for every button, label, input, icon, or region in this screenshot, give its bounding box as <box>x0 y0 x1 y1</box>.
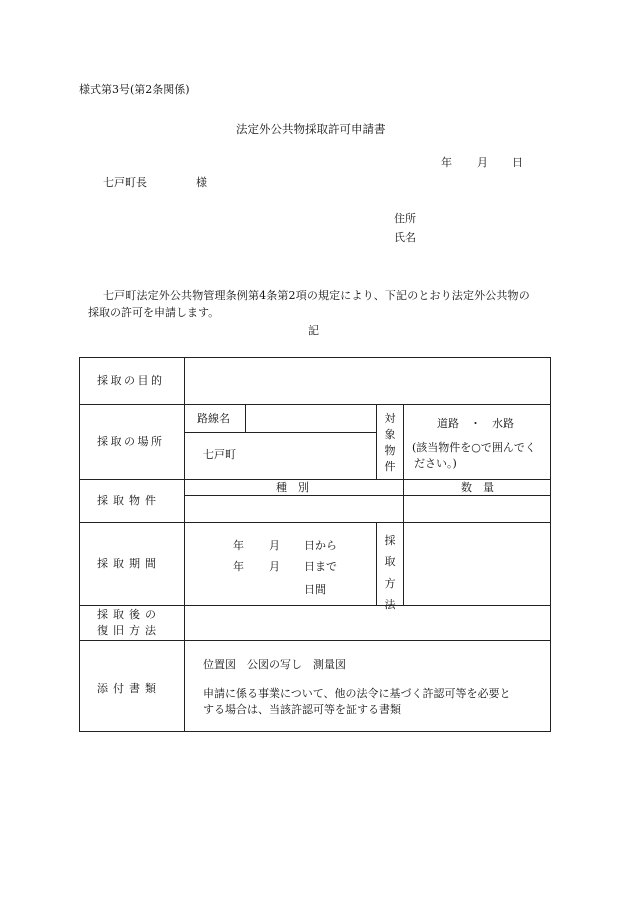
period-label: 採取期間 <box>97 557 161 570</box>
town-name: 七戸町 <box>203 448 236 461</box>
target-options[interactable]: 道路 ・ 水路 <box>437 417 514 430</box>
attach-line-2: 申請に係る事業について、他の法令に基づく許認可等を必要と <box>203 687 511 700</box>
target-label-left-line <box>376 404 377 479</box>
method-label: 採取方法 <box>384 534 396 612</box>
method-label-right-line <box>403 522 404 605</box>
row-line <box>79 404 551 405</box>
restore-label-line-1: 採取後の <box>97 608 161 621</box>
items-label: 採取物件 <box>97 494 161 507</box>
paragraph-line-2: 採取の許可を申請します。 <box>88 306 220 319</box>
name-label: 氏名 <box>394 231 416 244</box>
route-label-line <box>245 404 246 432</box>
period-start-day: 日から <box>304 539 337 552</box>
target-note-line-1: (該当物件を○で囲んでく <box>412 441 536 454</box>
purpose-label: 採取の目的 <box>97 374 165 387</box>
method-label-left-line <box>376 522 377 605</box>
form-number: 様式第3号(第2条関係) <box>79 83 190 96</box>
date-month: 月 <box>477 156 488 169</box>
target-label-right-line <box>403 404 404 479</box>
period-end-day: 日まで <box>304 560 337 573</box>
place-label: 採取の場所 <box>97 435 165 448</box>
row-line <box>79 479 551 480</box>
row-line <box>79 522 551 523</box>
period-start-year: 年 <box>233 539 244 552</box>
attach-line-3: する場合は、当該許認可等を証する書類 <box>203 703 401 716</box>
target-label: 対象物件 <box>384 412 396 473</box>
route-name-label: 路線名 <box>197 412 230 425</box>
period-start-month: 月 <box>269 539 280 552</box>
restore-label-line-2: 復旧方法 <box>97 624 161 637</box>
date-day: 日 <box>512 156 523 169</box>
label-column-line <box>184 357 185 732</box>
date-year: 年 <box>441 156 452 169</box>
row-line <box>79 605 551 606</box>
period-end-month: 月 <box>269 560 280 573</box>
period-end-year: 年 <box>233 560 244 573</box>
addressee-suffix: 様 <box>196 176 207 189</box>
items-column-line <box>403 479 404 522</box>
ki-heading: 記 <box>308 324 319 337</box>
kind-header: 種 別 <box>276 481 309 494</box>
attach-line-1: 位置図 公図の写し 測量図 <box>203 658 346 671</box>
address-label: 住所 <box>394 212 416 225</box>
target-note-line-2: ださい。) <box>414 457 457 470</box>
items-header-line <box>184 495 551 496</box>
row-line <box>79 640 551 641</box>
quantity-header: 数 量 <box>461 481 494 494</box>
route-row-line <box>184 432 376 433</box>
attach-label: 添付書類 <box>97 682 161 695</box>
addressee: 七戸町長 <box>103 176 147 189</box>
paragraph-line-1: 七戸町法定外公共物管理条例第4条第2項の規定により、下記のとおり法定外公共物の <box>103 289 530 302</box>
period-days: 日間 <box>304 583 326 596</box>
document-title: 法定外公共物採取許可申請書 <box>236 122 386 136</box>
